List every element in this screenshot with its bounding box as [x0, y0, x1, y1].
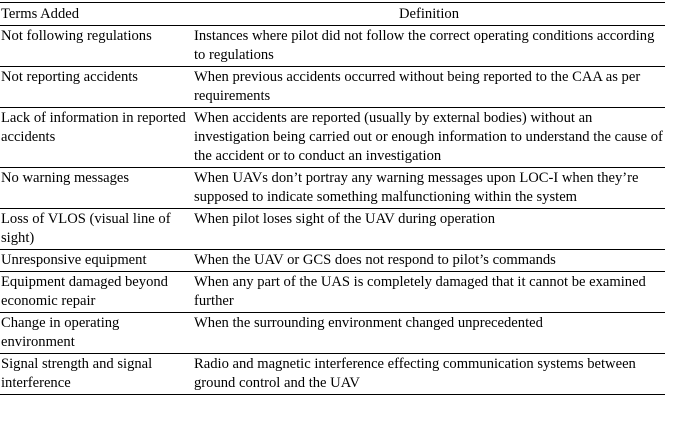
definition-cell: When the surrounding environment changed unprecedented: [193, 313, 665, 354]
header-row: [0, 0, 665, 26]
term-cell: Change in operating environment: [0, 313, 193, 354]
term-cell: No warning messages: [0, 168, 193, 209]
table-row: [0, 250, 665, 272]
term-cell: Loss of VLOS (visual line of sight): [0, 209, 193, 250]
table-row: [0, 209, 665, 250]
definition-cell: When the UAV or GCS does not respond to pilot’s commands: [193, 250, 665, 272]
top-rule: [0, 2, 665, 3]
term-cell: Not reporting accidents: [0, 67, 193, 108]
table-row: [0, 354, 665, 395]
table-row: [0, 67, 665, 108]
definition-cell: When accidents are reported (usually by external bodies) without an investigation being carried out or enough information to understand the cause of the accident or to conduct an investigation: [193, 108, 665, 168]
table-row: [0, 313, 665, 354]
table-row: [0, 272, 665, 313]
definition-cell: Instances where pilot did not follow the correct operating conditions according to regulations: [193, 26, 665, 67]
term-cell: Unresponsive equipment: [0, 250, 193, 272]
header-definition: Definition: [193, 0, 665, 26]
term-cell: Not following regulations: [0, 26, 193, 67]
term-cell: Lack of information in reported accidents: [0, 108, 193, 168]
table-row: [0, 26, 665, 67]
term-cell: Equipment damaged beyond economic repair: [0, 272, 193, 313]
definition-cell: Radio and magnetic interference effecting communication systems between ground control and the UAV: [193, 354, 665, 395]
term-cell: Signal strength and signal interference: [0, 354, 193, 395]
definition-cell: When any part of the UAS is completely damaged that it cannot be examined further: [193, 272, 665, 313]
definition-cell: When UAVs don’t portray any warning messages upon LOC-I when they’re supposed to indicate something malfunctioning within the system: [193, 168, 665, 209]
header-terms-added: Terms Added: [0, 0, 193, 26]
definition-cell: When previous accidents occurred without being reported to the CAA as per requirements: [193, 67, 665, 108]
table-row: [0, 168, 665, 209]
table-row: [0, 108, 665, 168]
definition-cell: When pilot loses sight of the UAV during operation: [193, 209, 665, 250]
